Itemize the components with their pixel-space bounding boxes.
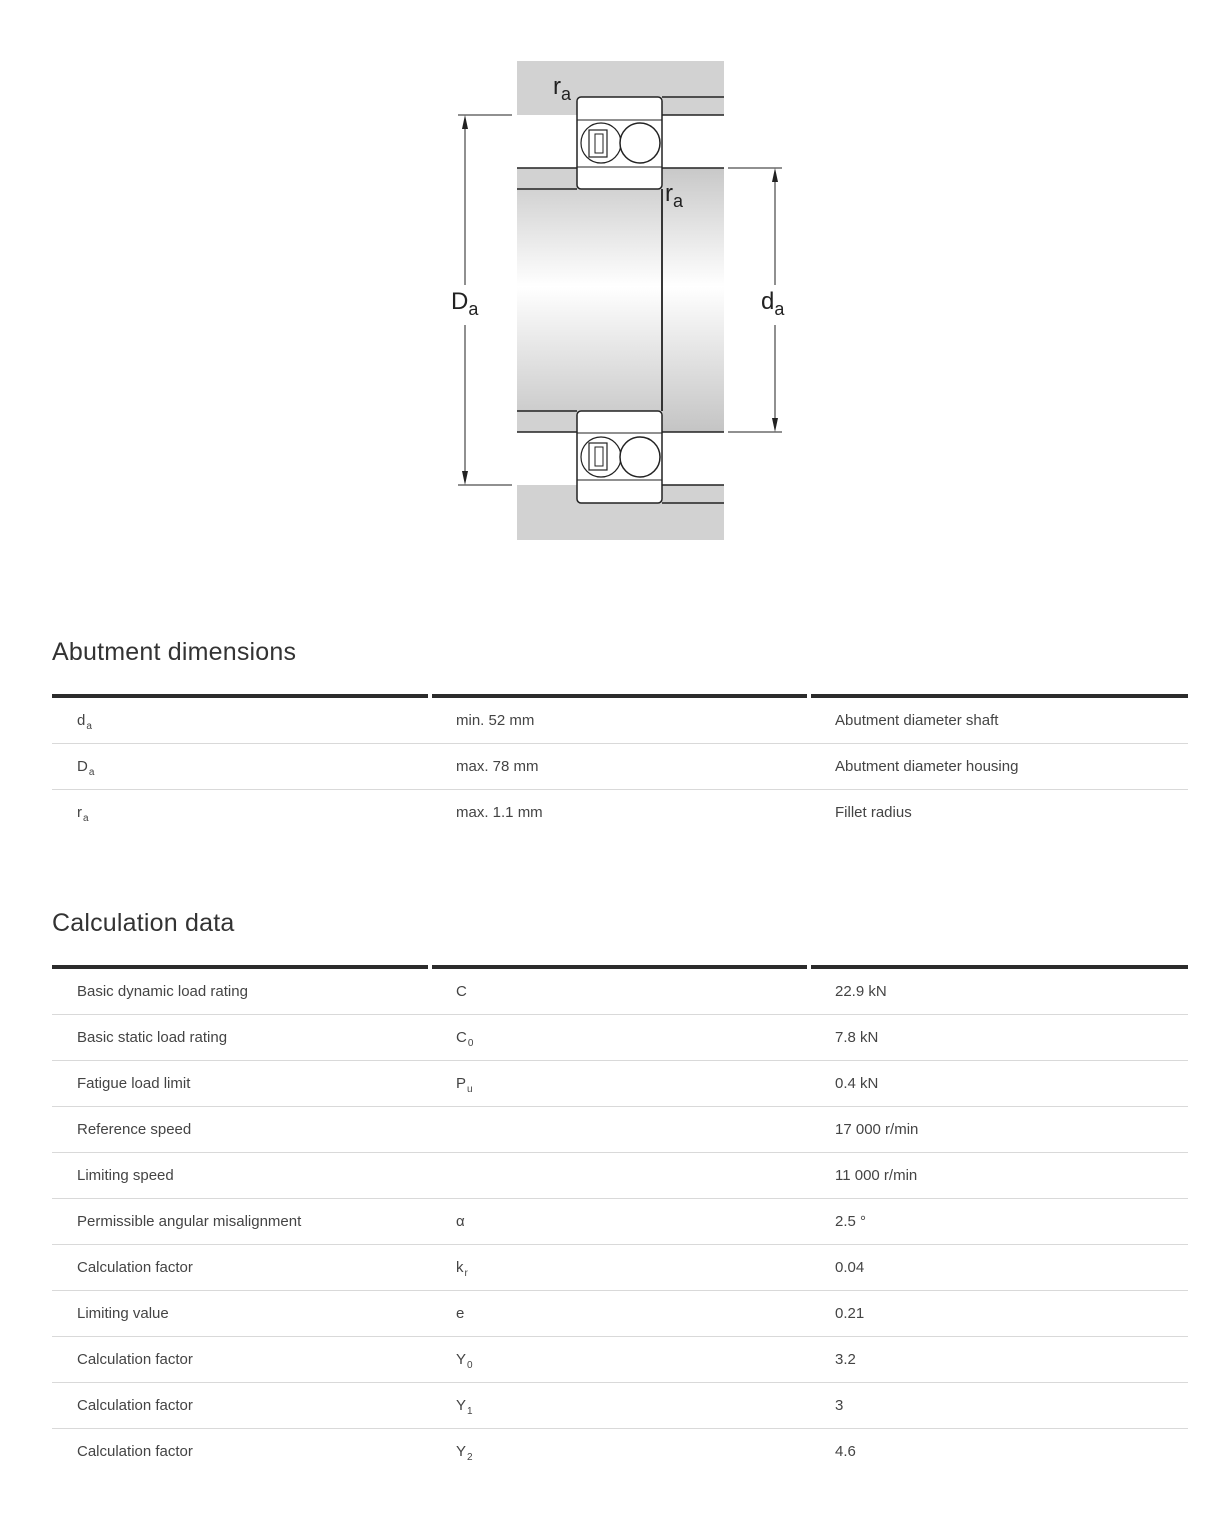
- bearing-section-top: [577, 97, 662, 189]
- symbol-cell: $d_a$: [77, 712, 92, 732]
- table-row: [52, 1153, 1188, 1199]
- table-row: [52, 1337, 1188, 1383]
- symbol-cell: $Y_0$: [456, 1351, 473, 1371]
- parameter-name-cell: Fatigue load limit: [77, 1075, 191, 1092]
- symbol-cell: $C_0$: [456, 1029, 474, 1049]
- description-cell: Abutment diameter housing: [835, 758, 1019, 775]
- parameter-name-cell: Basic dynamic load rating: [77, 983, 248, 1000]
- parameter-name-cell: Calculation factor: [77, 1259, 193, 1276]
- symbol-cell: [456, 1153, 457, 1198]
- table-row: [52, 1015, 1188, 1061]
- value-cell: 0.21: [835, 1305, 865, 1322]
- symbol-cell: $D_a$: [77, 758, 95, 778]
- parameter-name-cell: Limiting value: [77, 1305, 169, 1322]
- symbol-cell: α: [456, 1213, 465, 1230]
- symbol-cell: $Y_1$: [456, 1397, 473, 1417]
- table-row: [52, 1107, 1188, 1153]
- value-cell: 11 000 r/min: [835, 1167, 918, 1184]
- value-cell: 4.6: [835, 1443, 856, 1460]
- parameter-name-cell: Calculation factor: [77, 1443, 193, 1460]
- parameter-name-cell: Reference speed: [77, 1121, 192, 1138]
- ra-label-mid: $r_a$: [665, 180, 684, 211]
- table-row: [52, 1245, 1188, 1291]
- symbol-cell: [456, 1107, 457, 1152]
- bearing-section-bottom: [577, 411, 662, 503]
- bearing-abutment-diagram: [430, 50, 810, 550]
- parameter-name-cell: Permissible angular misalignment: [77, 1213, 302, 1230]
- value-cell: 0.4 kN: [835, 1075, 879, 1092]
- calculation-table: [52, 965, 1188, 1474]
- value-cell: 2.5 °: [835, 1213, 867, 1230]
- value-cell: 17 000 r/min: [835, 1121, 919, 1138]
- value-cell: 22.9 kN: [835, 983, 887, 1000]
- calculation-section-title: Calculation data: [52, 909, 235, 937]
- value-cell: 7.8 kN: [835, 1029, 879, 1046]
- symbol-cell: C: [456, 983, 467, 1000]
- table-row: [52, 969, 1188, 1015]
- table-row: [52, 1061, 1188, 1107]
- table-row: [52, 790, 1188, 835]
- symbol-cell: $k_r$: [456, 1259, 468, 1279]
- parameter-name-cell: Limiting speed: [77, 1167, 174, 1184]
- symbol-cell: $P_u$: [456, 1075, 473, 1095]
- description-cell: Fillet radius: [835, 804, 912, 821]
- value-cell: 3.2: [835, 1351, 856, 1368]
- da-label: $d_a$: [761, 288, 785, 319]
- value-cell: max. 78 mm: [456, 758, 539, 775]
- parameter-name-cell: Basic static load rating: [77, 1029, 228, 1046]
- ra-label-top: $r_a$: [553, 73, 572, 104]
- value-cell: 3: [835, 1397, 844, 1414]
- abutment-section-title: Abutment dimensions: [52, 638, 297, 666]
- table-row: [52, 698, 1188, 744]
- table-row: [52, 1383, 1188, 1429]
- value-cell: 0.04: [835, 1259, 865, 1276]
- table-row: [52, 1429, 1188, 1474]
- abutment-table: [52, 694, 1188, 835]
- table-row: [52, 744, 1188, 790]
- bearing-drawing: [430, 50, 810, 550]
- symbol-cell: e: [456, 1305, 465, 1322]
- symbol-cell: $r_a$: [77, 804, 89, 824]
- symbol-cell: $Y_2$: [456, 1443, 473, 1463]
- parameter-name-cell: Calculation factor: [77, 1351, 193, 1368]
- table-row: [52, 1291, 1188, 1337]
- table-row: [52, 1199, 1188, 1245]
- description-cell: Abutment diameter shaft: [835, 712, 999, 729]
- value-cell: min. 52 mm: [456, 712, 535, 729]
- shaft: [517, 168, 724, 432]
- parameter-name-cell: Calculation factor: [77, 1397, 193, 1414]
- value-cell: max. 1.1 mm: [456, 804, 543, 821]
- Da-label: $D_a$: [451, 288, 479, 319]
